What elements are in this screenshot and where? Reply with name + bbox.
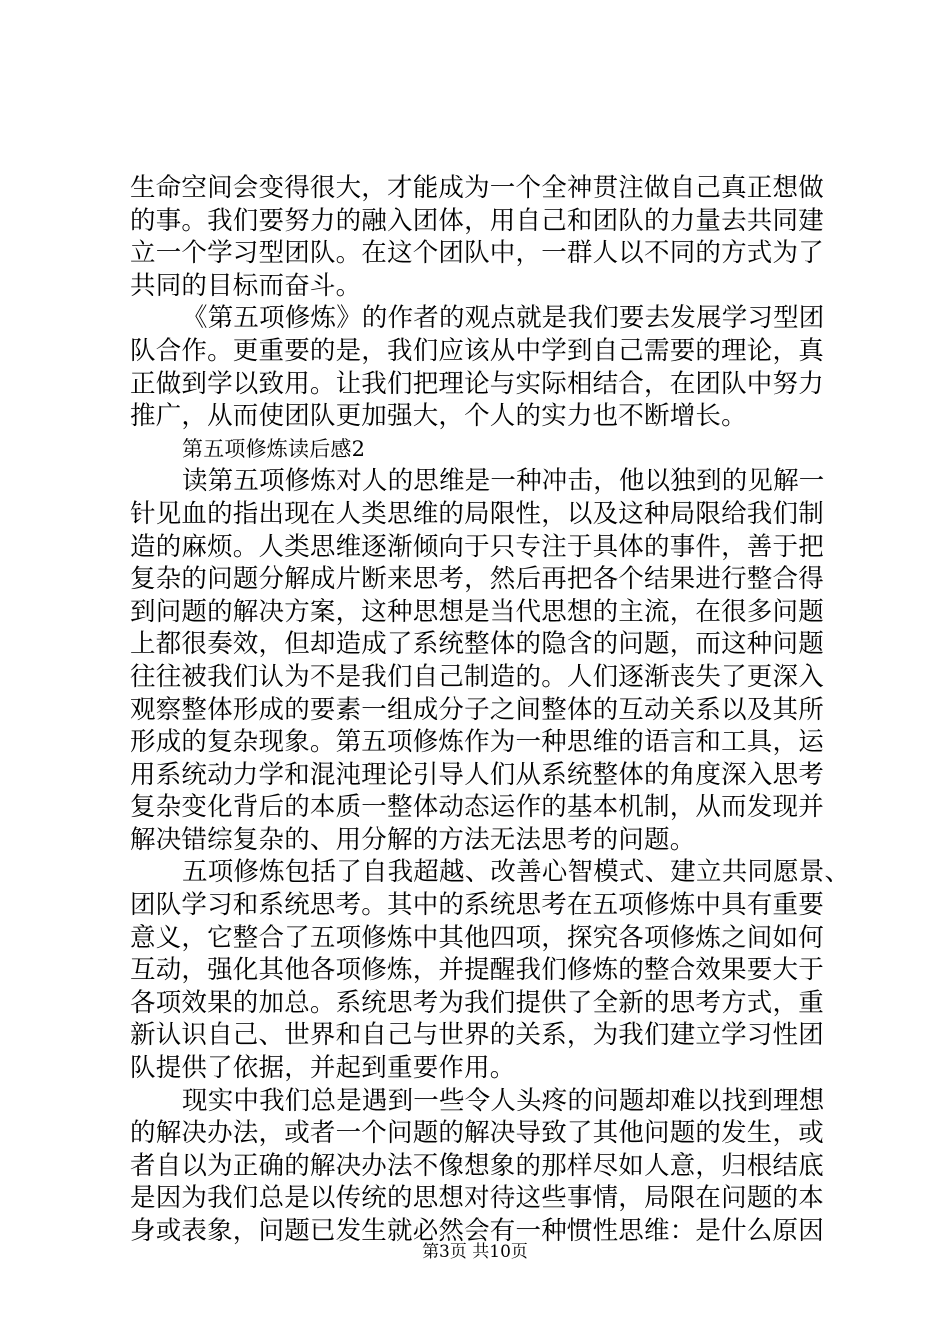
text-line: 往往被我们认为不是我们自己制造的。人们逐渐丧失了更深入 bbox=[130, 661, 824, 692]
text-line: 的事。我们要努力的融入团体，用自己和团队的力量去共同建 bbox=[130, 205, 824, 236]
text-line: 形成的复杂现象。第五项修炼作为一种思维的语言和工具，运 bbox=[130, 727, 824, 758]
text-line: 现实中我们总是遇到一些令人头疼的问题却难以找到理想 bbox=[182, 1085, 825, 1116]
text-line: 观察整体形成的要素一组成分子之间整体的互动关系以及其所 bbox=[130, 694, 824, 725]
text-line: 队提供了依据，并起到重要作用。 bbox=[130, 1053, 516, 1084]
section-heading: 第五项修炼读后感2 bbox=[182, 436, 366, 461]
text-line: 解决错综复杂的、用分解的方法无法思考的问题。 bbox=[130, 824, 696, 855]
text-line: 推广，从而使团队更加强大，个人的实力也不断增长。 bbox=[130, 401, 747, 432]
text-line: 意义，它整合了五项修炼中其他四项，探究各项修炼之间如何 bbox=[130, 922, 824, 953]
text-line: 互动，强化其他各项修炼，并提醒我们修炼的整合效果要大于 bbox=[130, 955, 824, 986]
text-line: 团队学习和系统思考。其中的系统思考在五项修炼中具有重要 bbox=[130, 890, 824, 921]
text-line: 者自以为正确的解决办法不像想象的那样尽如人意，归根结底 bbox=[130, 1150, 824, 1181]
text-line: 正做到学以致用。让我们把理论与实际相结合，在团队中努力 bbox=[130, 368, 824, 399]
text-line: 是因为我们总是以传统的思想对待这些事情，局限在问题的本 bbox=[130, 1183, 824, 1214]
text-line: 上都很奏效，但却造成了系统整体的隐含的问题，而这种问题 bbox=[130, 629, 824, 660]
text-line: 针见血的指出现在人类思维的局限性，以及这种局限给我们制 bbox=[130, 498, 824, 529]
text-line: 五项修炼包括了自我超越、改善心智模式、建立共同愿景、 bbox=[182, 857, 851, 888]
text-line: 到问题的解决方案，这种思想是当代思想的主流，在很多问题 bbox=[130, 596, 824, 627]
text-line: 队合作。更重要的是，我们应该从中学到自己需要的理论，真 bbox=[130, 335, 824, 366]
text-line: 复杂的问题分解成片断来思考，然后再把各个结果进行整合得 bbox=[130, 564, 824, 595]
text-line: 共同的目标而奋斗。 bbox=[130, 270, 362, 301]
text-line: 身或表象，问题已发生就必然会有一种惯性思维：是什么原因 bbox=[130, 1216, 824, 1246]
text-line: 生命空间会变得很大，才能成为一个全神贯注做自己真正想做 bbox=[130, 173, 824, 203]
text-line: 立一个学习型团队。在这个团队中，一群人以不同的方式为了 bbox=[130, 238, 824, 269]
text-line: 用系统动力学和混沌理论引导人们从系统整体的角度深入思考 bbox=[130, 759, 824, 790]
page-number-footer: 第3页 共10页 bbox=[422, 1242, 528, 1262]
text-line: 复杂变化背后的本质一整体动态运作的基本机制，从而发现并 bbox=[130, 792, 824, 823]
text-line: 《第五项修炼》的作者的观点就是我们要去发展学习型团 bbox=[182, 303, 825, 334]
text-line: 的解决办法，或者一个问题的解决导致了其他问题的发生，或 bbox=[130, 1118, 824, 1149]
text-line: 各项效果的加总。系统思考为我们提供了全新的思考方式，重 bbox=[130, 987, 824, 1018]
text-line: 新认识自己、世界和自己与世界的关系，为我们建立学习性团 bbox=[130, 1020, 824, 1051]
text-line: 造的麻烦。人类思维逐渐倾向于只专注于具体的事件，善于把 bbox=[130, 531, 824, 562]
body-text bbox=[130, 172, 851, 1248]
text-line: 读第五项修炼对人的思维是一种冲击，他以独到的见解一 bbox=[182, 466, 825, 497]
